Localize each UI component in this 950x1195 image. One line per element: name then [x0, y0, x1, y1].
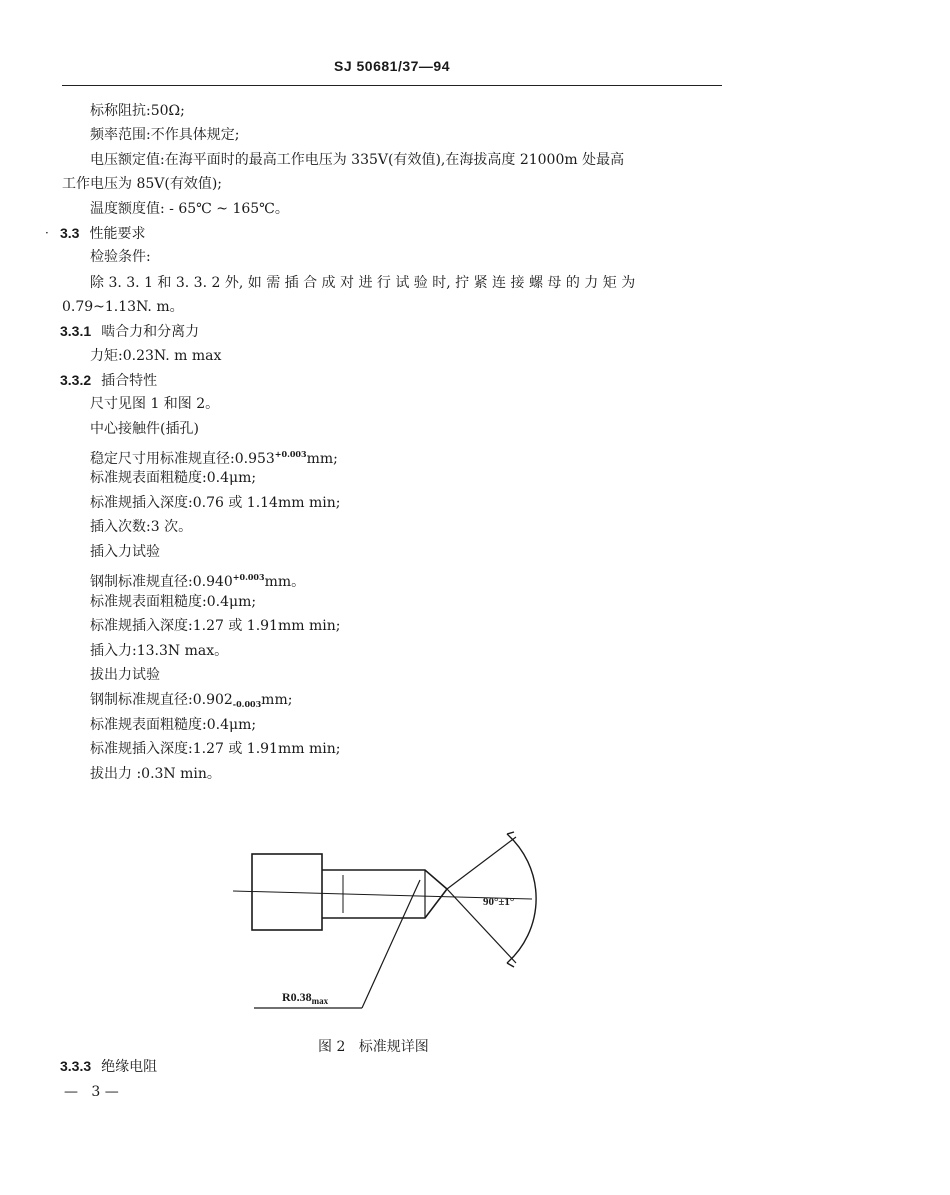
text-line: 插入次数:3 次。 [90, 519, 193, 535]
text-line: 标准规插入深度:0.76 或 1.14mm min; [90, 495, 341, 511]
radius-label-sub: max [311, 996, 329, 1006]
text-line: 尺寸见图 1 和图 2。 [90, 396, 220, 412]
text-line: 工作电压为 85V(有效值); [62, 176, 223, 192]
radius-label-main: R0.38 [282, 990, 312, 1004]
radius-label [282, 990, 329, 1006]
tolerance-superscript: +0.003 [232, 572, 265, 582]
text-run: 稳定尺寸用标准规直径:0.953 [90, 451, 275, 467]
section-number: 3.3.1 [60, 323, 92, 339]
text-line: 拔出力 :0.3N min。 [90, 766, 221, 782]
angle-leader-upper [447, 837, 516, 889]
text-line: 插入力:13.3N max。 [90, 643, 229, 659]
text-line: 检验条件: [90, 249, 151, 265]
figure-caption: 图 2 标准规详图 [318, 1039, 429, 1055]
text-line: 标准规表面粗糙度:0.4μm; [90, 717, 257, 733]
section-title: 插合特性 [101, 373, 158, 389]
arrow-tick [507, 963, 514, 967]
text-line: 标准规表面粗糙度:0.4μm; [90, 594, 257, 610]
section-number: 3.3.3 [60, 1058, 92, 1074]
scan-speck: · [45, 226, 49, 240]
arrow-tick [507, 832, 514, 834]
text-run: mm。 [264, 574, 306, 590]
section-title: 绝缘电阻 [101, 1059, 158, 1075]
text-line: 电压额定值:在海平面时的最高工作电压为 335V(有效值),在海拔高度 21000m 处最高 [90, 152, 625, 168]
text-line: 标准规插入深度:1.27 或 1.91mm min; [90, 618, 341, 634]
text-line: 拔出力试验 [90, 667, 160, 683]
tolerance-superscript: +0.003 [274, 449, 307, 459]
text-line: 中心接触件(插孔) [90, 421, 199, 437]
text-line: 力矩:0.23N. m max [90, 348, 222, 364]
section-heading-3-3-3 [60, 1057, 157, 1076]
text-line: 插入力试验 [90, 544, 160, 560]
section-title: 性能要求 [89, 226, 146, 242]
text-run: 钢制标准规直径:0.902 [90, 692, 233, 708]
text-line: 0.79~1.13N. m。 [62, 299, 184, 315]
text-line: 标称阻抗:50Ω; [90, 103, 185, 119]
angle-label: 90°±1° [483, 896, 515, 908]
radius-leader [362, 880, 420, 1008]
page-number: — 3 — [64, 1084, 119, 1100]
text-line: 标准规插入深度:1.27 或 1.91mm min; [90, 741, 341, 757]
text-run: 钢制标准规直径:0.940 [90, 574, 233, 590]
text-run: 除 3. 3. 1 和 3. 3. 2 外, 如 需 插 合 成 对 进 行 试 验 时, 拧 紧 连 接 螺 母 的 力 矩 为 [90, 275, 636, 291]
section-number: 3.3.2 [60, 372, 92, 388]
text-line: 标准规表面粗糙度:0.4μm; [90, 470, 257, 486]
text-run: mm; [306, 451, 338, 467]
text-run: mm; [261, 692, 293, 708]
section-title: 啮合力和分离力 [101, 324, 200, 340]
section-number: 3.3 [60, 225, 80, 241]
standard-number-header: SJ 50681/37—94 [334, 58, 450, 74]
tolerance-subscript: -0.003 [232, 699, 262, 709]
text-line: 温度额度值: - 65℃ ~ 165℃。 [90, 201, 289, 217]
text-line: 频率范围:不作具体规定; [90, 127, 240, 143]
